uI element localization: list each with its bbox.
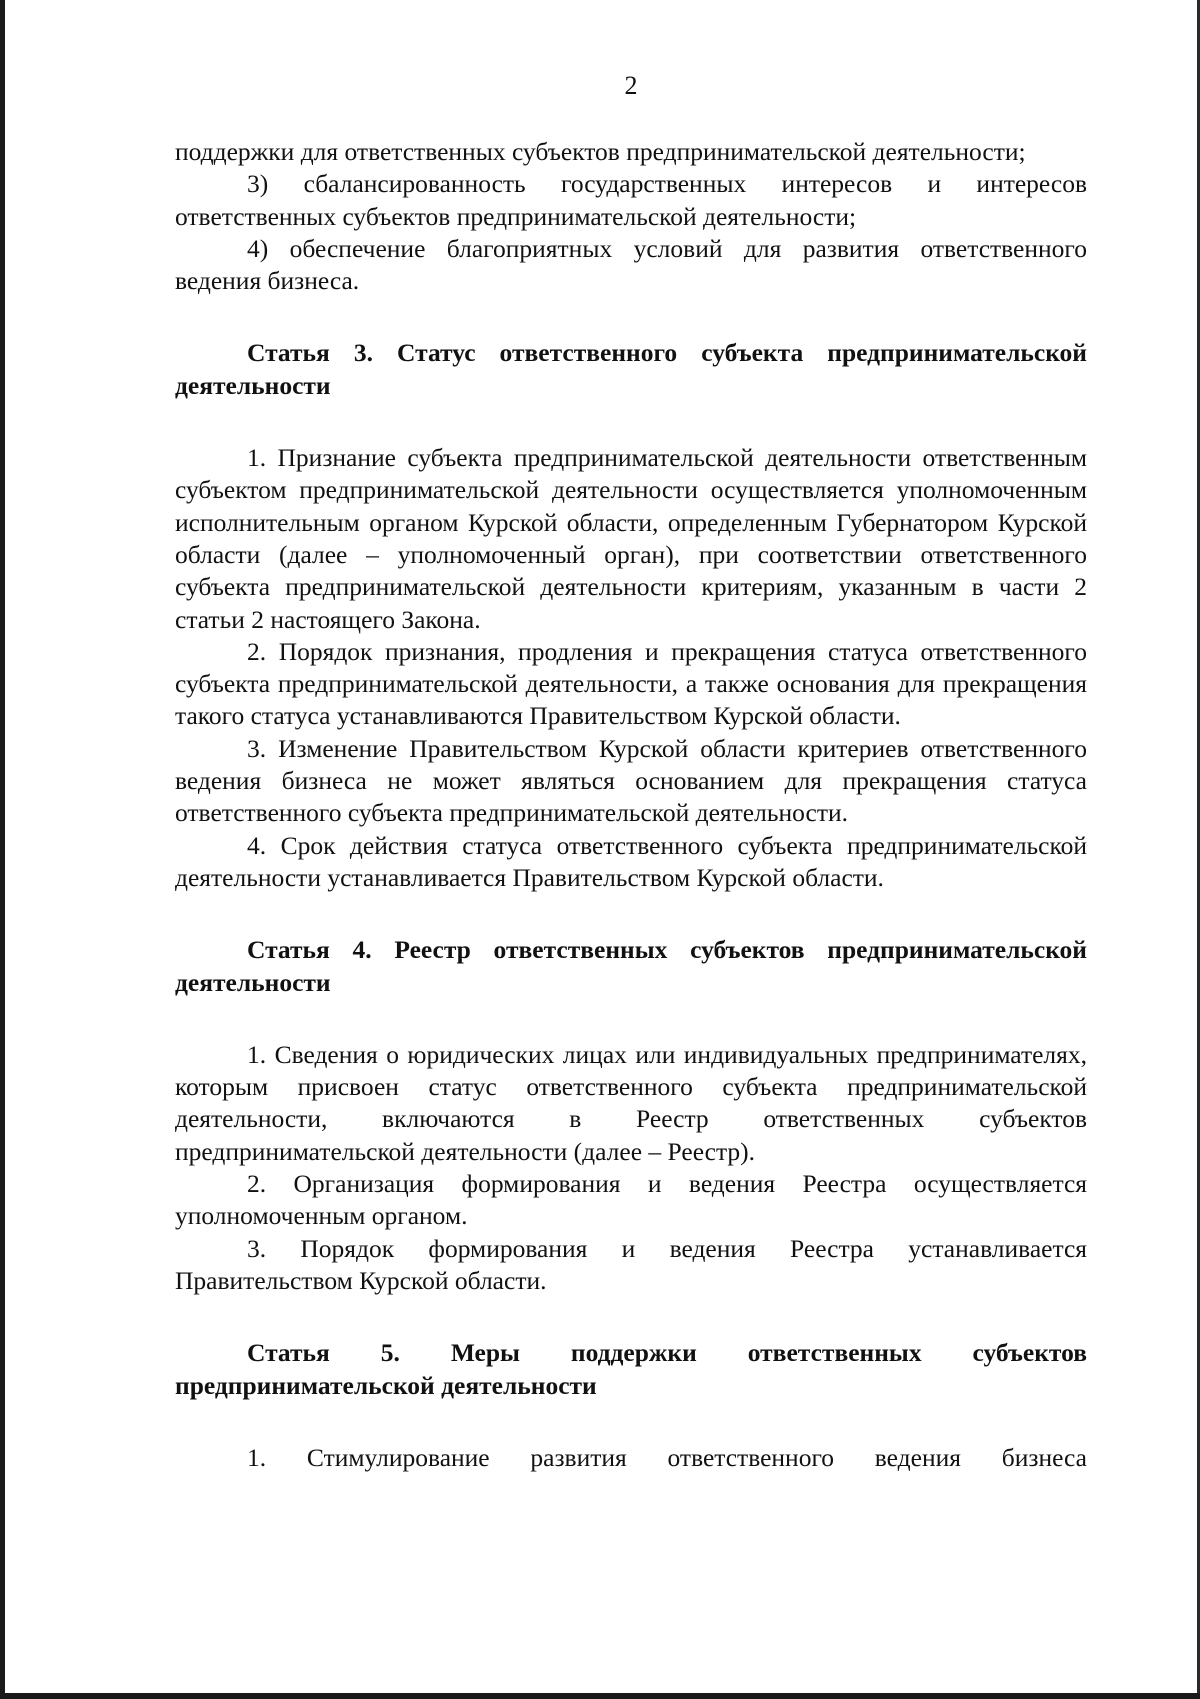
article-4-heading: Статья 4. Реестр ответственных субъектов предпринимательской деятельности: [175, 935, 1087, 997]
document-page: [175, 70, 1087, 1474]
article-4-paragraph-1: 1. Сведения о юридических лицах или индивидуальных предпринимателях, которым присвоен статус ответственного субъекта предпринимательской деятельности, включаются в Реестр ответственных субъектов предпринимательской деятельности (далее – Реестр).: [175, 1039, 1087, 1166]
article-3-paragraph-1: 1. Признание субъекта предпринимательской деятельности ответственным субъектом предпринимательской деятельности осуществляется уполномоченным исполнительным органом Курской области, определенным Губернатором Курской области (далее – уполномоченный орган), при соответствии ответственного субъекта предпринимательской деятельности критериям, указанным в части 2 статьи 2 настоящего Закона.: [175, 443, 1087, 634]
article-4-paragraph-3: 3. Порядок формирования и ведения Реестра устанавливается Правительством Курской области.: [175, 1233, 1087, 1295]
article-5-paragraph-1: 1. Стимулирование развития ответственного ведения бизнеса: [247, 1442, 1087, 1472]
paragraph-intro-1: поддержки для ответственных субъектов предпринимательской деятельности;: [175, 137, 1026, 166]
page-number: 2: [624, 71, 638, 100]
article-3-paragraph-3: 3. Изменение Правительством Курской области критериев ответственного ведения бизнеса не может являться основанием для прекращения статуса ответственного субъекта предпринимательской деятельности.: [175, 733, 1087, 828]
article-5-heading: Статья 5. Меры поддержки ответственных субъектов предпринимательской деятельности: [175, 1338, 1087, 1400]
paragraph-intro-2: 3) сбалансированность государственных интересов и интересов ответственных субъектов предпринимательской деятельности;: [175, 169, 1087, 231]
scan-edge-left: [0, 0, 5, 1699]
article-3-heading: Статья 3. Статус ответственного субъекта предпринимательской деятельности: [175, 338, 1087, 400]
scan-edge-bottom: [0, 1693, 1200, 1699]
article-3-paragraph-4: 4. Срок действия статуса ответственного субъекта предпринимательской деятельности устанавливается Правительством Курской области.: [175, 830, 1087, 892]
paragraph-intro-3: 4) обеспечение благоприятных условий для развития ответственного ведения бизнеса.: [175, 233, 1087, 296]
article-3-paragraph-2: 2. Порядок признания, продления и прекращения статуса ответственного субъекта предпринимательской деятельности, а также основания для прекращения такого статуса устанавливаются Правительством Курской области.: [175, 636, 1087, 731]
article-4-paragraph-2: 2. Организация формирования и ведения Реестра осуществляется уполномоченным органом.: [175, 1169, 1087, 1231]
